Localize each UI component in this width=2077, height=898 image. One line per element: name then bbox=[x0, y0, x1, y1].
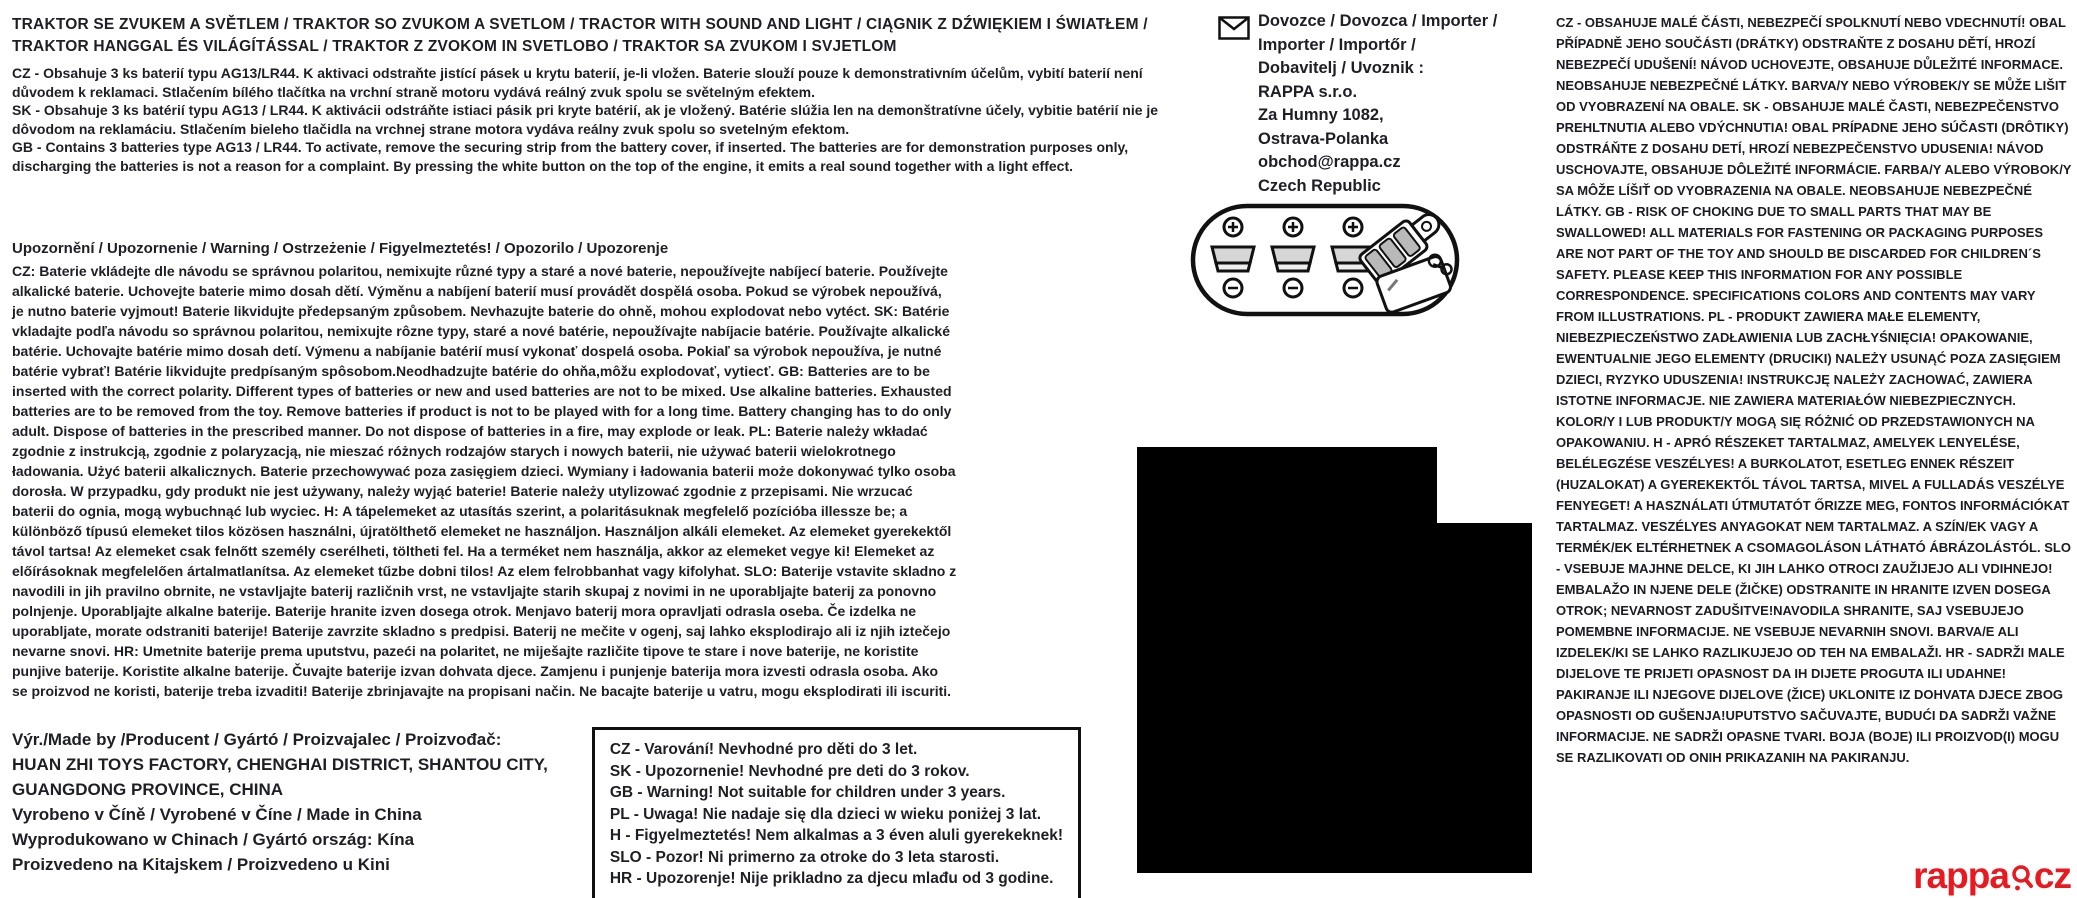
battery-diagram bbox=[1190, 203, 1460, 322]
bottom-row bbox=[12, 727, 1177, 898]
text-line: Czech Republic bbox=[1258, 176, 1381, 195]
rappa-logo-text-2: cz bbox=[2033, 855, 2071, 896]
text-line: Dobavitelj / Uvoznik : bbox=[1258, 59, 1424, 77]
manufacturer-block bbox=[12, 727, 548, 877]
text-line: RAPPA s.r.o. bbox=[1258, 82, 1358, 101]
importer-block bbox=[1258, 10, 1518, 198]
text-line: Dovozce / Dovozca / Importer / bbox=[1258, 12, 1498, 30]
rappa-logo-text-1: rappa bbox=[1913, 855, 2009, 896]
black-redacted-area-2 bbox=[1437, 523, 1532, 873]
text-line: Výr./Made by /Producent / Gyártó / Proizvajalec / Proizvođač: bbox=[12, 730, 502, 749]
text-line: Importer / Importőr / bbox=[1258, 35, 1416, 54]
envelope-icon bbox=[1218, 16, 1250, 45]
text-line: HUAN ZHI TOYS FACTORY, CHENGHAI DISTRICT, SHANTOU CITY, bbox=[12, 755, 548, 774]
text-line: PL - Uwaga! Nie nadaje się dla dzieci w wieku poniżej 3 lat. bbox=[609, 805, 1042, 823]
text-line: CZ - Varování! Nevhodné pro děti do 3 let. bbox=[609, 741, 918, 758]
product-title: TRAKTOR SE ZVUKEM A SVĚTLEM / TRAKTOR SO ZVUKOM A SVETLOM / TRACTOR WITH SOUND AND LIGHT / CIĄGNIK Z DŹWIĘKIEM I ŚWIATŁEM / TRAKTOR HANGGAL ÉS VILÁGÍTÁSSAL / TRAKTOR Z ZVOKOM IN SVETLOBO / TRAKTOR SA ZVUKOM I SVJETLOM bbox=[12, 16, 1148, 55]
coin-cell-icons bbox=[1212, 218, 1374, 297]
text-line: Vyrobeno v Číně / Vyrobené v Číne / Made in China bbox=[12, 805, 422, 824]
text-line: GB - Warning! Not suitable for children under 3 years. bbox=[609, 784, 1006, 801]
text-line: HR - Upozorenje! Nije prikladno za djecu mlađu od 3 godine. bbox=[609, 870, 1054, 887]
text-line: Ostrava-Polanka bbox=[1258, 129, 1389, 148]
battery-warning-body: CZ: Baterie vkládejte dle návodu se správnou polaritou, nemixujte různé typy a staré a nové baterie, nepoužívejte nabíjecí baterie. Používejte alkalické baterie. Uchovejte baterie mimo dosah dětí. Výměnu a nabíjení baterií musí provádět dospělá osoba. Pokud se výrobek nepoužívá, je nutno baterie vyjmout! Baterie likvidujte předepsaným způsobem. Nevhazujte baterie do ohně, mohou explodovat nebo vytéct. SK: Batérie vkladajte podľa návodu so správnou polaritou, nemixujte rôzne typy, staré a nové batérie, nepoužívajte nabíjacie batérie. Používajte alkalické batérie. Uchovajte batérie mimo dosah detí. Výmenu a nabíjanie batérií musí vykonať dospelá osoba. Pokiaľ sa výrobok nepoužíva, je nutné batérie vybrať! Batérie likvidujte predpísaným spôsobom.Neodhadzujte batérie do ohňa,môžu explodovať, vytiecť. GB: Batteries are to be inserted with the correct polarity. Different types of batteries or new and used batteries are not to be mixed. Use alkaline batteries. Exhausted batteries are to be removed from the toy. Remove batteries if product is not to be played with for a long time. Battery changing has to do only adult. Dispose of batteries in the prescribed manner. Do not dispose of batteries in a fire, may explode or leak. PL: Baterie należy wkładać zgodnie z instrukcją, zgodnie z polaryzacją, nie mieszać różnych rodzajów starych i nowych baterii, nie używać baterii wielokrotnego ładowania. Użyć baterii alkalicznych. Baterie przechowywać poza zasięgiem dzieci. Wymiany i ładowania baterii może dokonywać tylko osoba dorosła. W przypadku, gdy produkt nie jest używany, należy wyjąć baterie! Baterie należy utylizować zgodnie z przepisami. Nie wrzucać baterii do ognia, mogą wybuchnąć lub wyciec. H: A tápelemeket az utasítás szerint, a polaritásuknak megfelelő pozícióba illessze be; a különböző típusú elemeket tilos közösen használni, újratölthető elemeket ne használjon. Használjon alkáli elemeket. Az elemeket gyerekektől távol tartsa! Az elemeket csak felnőtt személy cserélheti, töltheti fel. Ha a terméket nem használja, akkor az elemeket vegye ki! Elemeket az előírásoknak megfelelően ártalmatlanítsa. Az elemeket tűzbe dobni tilos! Az elem felrobbanhat vagy kifolyhat. SLO: Baterije vstavite skladno z navodili in jih pravilno obrnite, ne vstavljajte baterij različnih vrst, ne vstavljajte starih skupaj z novimi in ne uporabljajte baterij za ponovno polnjenje. Uporabljajte alkalne baterije. Baterije hranite izven dosega otrok. Menjavo baterij mora opravljati odrasla oseba. Če izdelka ne uporabljate, morate odstraniti baterije! Baterije zavrzite skladno s predpisi. Baterij ne mečite v ogenj, saj lahko eksplodirajo ali iz njih iztečejo nevarne snovi. HR: Umetnite baterije prema uputstvu, pazeći na polaritet, ne miješajte različite tipove te stare i nove baterije, ne koristite punjive baterije. Koristite alkalne baterije. Čuvajte baterije izvan dohvata djece. Zamjenu i punjenje baterija mora izvesti odrasla osoba. Ako se proizvod ne koristi, baterije treba izvaditi! Baterije zbrinjavajte na propisani način. Ne bacajte baterije u vatru, mogu eksplodirati ili iscuriti. bbox=[12, 263, 957, 699]
intro-cz: CZ - Obsahuje 3 ks baterií typu AG13/LR44. K aktivaci odstraňte jistící pásek u krytu baterií, je-li vložen. Baterie slouží pouze k demonstrativním účelům, vybití baterií není důvodem k reklamaci. Stlačením bílého tlačítka na vrchní straně motoru vydává reálný zvuk spolu se světelným efektem. bbox=[12, 65, 1143, 100]
intro-gb: GB - Contains 3 batteries type AG13 / LR44. To activate, remove the securing strip from the battery cover, if inserted. The batteries are for demonstration purposes only, discharging the batteries is not a reason for a complaint. By pressing the white button on the top of the engine, it emits a real sound together with a light effect. bbox=[12, 139, 1129, 174]
activation-instructions bbox=[12, 64, 1177, 175]
text-line: Proizvedeno na Kitajskem / Proizvedeno u Kini bbox=[12, 855, 390, 874]
text-line: obchod@rappa.cz bbox=[1258, 153, 1401, 171]
age-warning-box bbox=[592, 727, 1081, 898]
text-line: GUANGDONG PROVINCE, CHINA bbox=[12, 780, 284, 799]
intro-sk: SK - Obsahuje 3 ks batérií typu AG13 / LR44. K aktivácii odstráňte istiaci pásik pri kryte batérií, ak je vložený. Batérie slúžia len na demonštratívne účely, vybitie batérií nie je dôvodom na reklamáciu. Stlačením bieleho tlačidla na vrchnej strane motora vydáva reálny zvuk spolu so svetelným efektom. bbox=[12, 102, 1159, 137]
rappa-logo bbox=[1907, 856, 2071, 896]
left-column bbox=[12, 14, 1177, 898]
text-line: SK - Upozornenie! Nevhodné pre deti do 3 rokov. bbox=[609, 762, 970, 780]
text-line: Za Humny 1082, bbox=[1258, 106, 1384, 124]
text-line: Wyprodukowano w Chinach / Gyártó ország: Kína bbox=[12, 830, 415, 849]
black-redacted-area-1 bbox=[1137, 447, 1437, 873]
multilingual-safety-warnings: CZ - OBSAHUJE MALÉ ČÁSTI, NEBEZPEČÍ SPOLKNUTÍ NEBO VDECHNUTÍ! OBAL PŘÍPADNĚ JEHO SOUČÁSTI (DRÁTKY) ODSTRAŇTE Z DOSAHU DĚTÍ, HROZÍ NEBEZPEČÍ UDUŠENÍ! NÁVOD UCHOVEJTE, OBSAHUJE DŮLEŽITÉ INFORMACE. NEOBSAHUJE NEBEZPEČNÉ LÁTKY. BARVA/Y NEBO VÝROBEK/Y SE MŮŽE LIŠIT OD VYOBRAZENÍ NA OBALE. SK - OBSAHUJE MALÉ ČASTI, NEBEZPEČENSTVO PREHLTNUTIA ALEBO VDÝCHNUTIA! OBAL PRÍPADNE JEHO SÚČASTI (DRÔTIKY) ODSTRÁŇTE Z DOSAHU DETÍ, HROZÍ NEBEZPEČENSTVO UDUSENIA! NÁVOD USCHOVAJTE, OBSAHUJE DÔLEŽITÉ INFORMÁCIE. FARBA/Y ALEBO VÝROBOK/Y SA MÔŽE LÍŠIŤ OD VYOBRAZENIA NA OBALE. NEOBSAHUJE NEBEZPEČNÉ LÁTKY. GB - RISK OF CHOKING DUE TO SMALL PARTS THAT MAY BE SWALLOWED! ALL MATERIALS FOR FASTENING OR PACKAGING PURPOSES ARE NOT PART OF THE TOY AND SHOULD BE DISCARDED FOR CHILDREN´S SAFETY. PLEASE KEEP THIS INFORMATION FOR ANY POSSIBLE CORRESPONDENCE. SPECIFICATIONS COLORS AND CONTENTS MAY VARY FROM ILLUSTRATIONS. PL - PRODUKT ZAWIERA MAŁE ELEMENTY, NIEBEZPIECZEŃSTWO ZADŁAWIENIA LUB ZACHŁYŚNIĘCIA! OPAKOWANIE, EWENTUALNIE JEGO ELEMENTY (DRUCIKI) NALEŻY USUNĄĆ POZA ZASIĘGIEM DZIECI, RYZYKO UDUSZENIA! INSTRUKCJĘ NALEŻY ZACHOWAĆ, ZAWIERA ISTOTNE INFORMACJE. NIE ZAWIERA MATERIAŁÓW NIEBEZPIECZNYCH. KOLOR/Y I LUB PRODUKT/Y MOGĄ SIĘ RÓŻNIĆ OD PRZEDSTAWIONYCH NA OPAKOWANIU. H - APRÓ RÉSZEKET TARTALMAZ, AMELYEK LENYELÉSE, BELÉLEGZÉSE VESZÉLYES! A BURKOLATOT, ESETLEG ENNEK RÉSZEIT (HUZALOKAT) A GYEREKEKTŐL TÁVOL TARTSA, MIVEL A FULLADÁS VESZÉLYE FENYEGET! A HASZNÁLATI ÚTMUTATÓT ŐRIZZE MEG, FONTOS INFORMÁCIÓKAT TARTALMAZ. VESZÉLYES ANYAGOKAT NEM TARTALMAZ. A SZÍN/EK VAGY A TERMÉK/EK ELTÉRHETNEK A CSOMAGOLÁSON LÁTHATÓ ÁBRÁZOLÁSTÓL. SLO - VSEBUJE MAJHNE DELCE, KI JIH LAHKO OTROCI ZAUŽIJEJO ALI VDIHNEJO! EMBALAŽO IN NJENE DELE (ŽIČKE) ODSTRANITE IN HRANITE IZVEN DOSEGA OTROK; NEVARNOST ZADUŠITVE!NAVODILA SHRANITE, SAJ VSEBUJEJO POMEMBNE INFORMACIJE. NE VSEBUJE NEVARNIH SNOVI. BARVA/E ALI IZDELEK/KI SE LAHKO RAZLIKUJEJO OD TEH NA EMBALAŽI. HR - SADRŽI MALE DIJELOVE TE PRIJETI OPASNOST DA IH DIJETE PROGUTA ILI UDAHNE! PAKIRANJE ILI NJEGOVE DIJELOVE (ŽICE) UKLONITE IZ DOHVATA DJECE ZBOG OPASNOSTI OD GUŠENJA!UPUTSTVO SAČUVAJTE, BUDUĆI DA SADRŽI VAŽNE INFORMACIJE. NE SADRŽI OPASNE TVARI. BOJA (BOJE) ILI PROIZVOD(I) MOGU SE RAZLIKOVATI OD ONIH PRIKAZANIH NA PAKIRANJU. bbox=[1556, 15, 2072, 765]
battery-warning-header: Upozornění / Upozornenie / Warning / Ostrzeżenie / Figyelmeztetés! / Opozorilo / Upozorenje bbox=[12, 240, 669, 257]
text-line: H - Figyelmeztetés! Nem alkalmas a 3 éven aluli gyerekeknek! bbox=[609, 827, 1064, 844]
magnifier-icon bbox=[2011, 865, 2033, 896]
text-line: SLO - Pozor! Ni primerno za otroke do 3 leta starosti. bbox=[609, 848, 1000, 866]
